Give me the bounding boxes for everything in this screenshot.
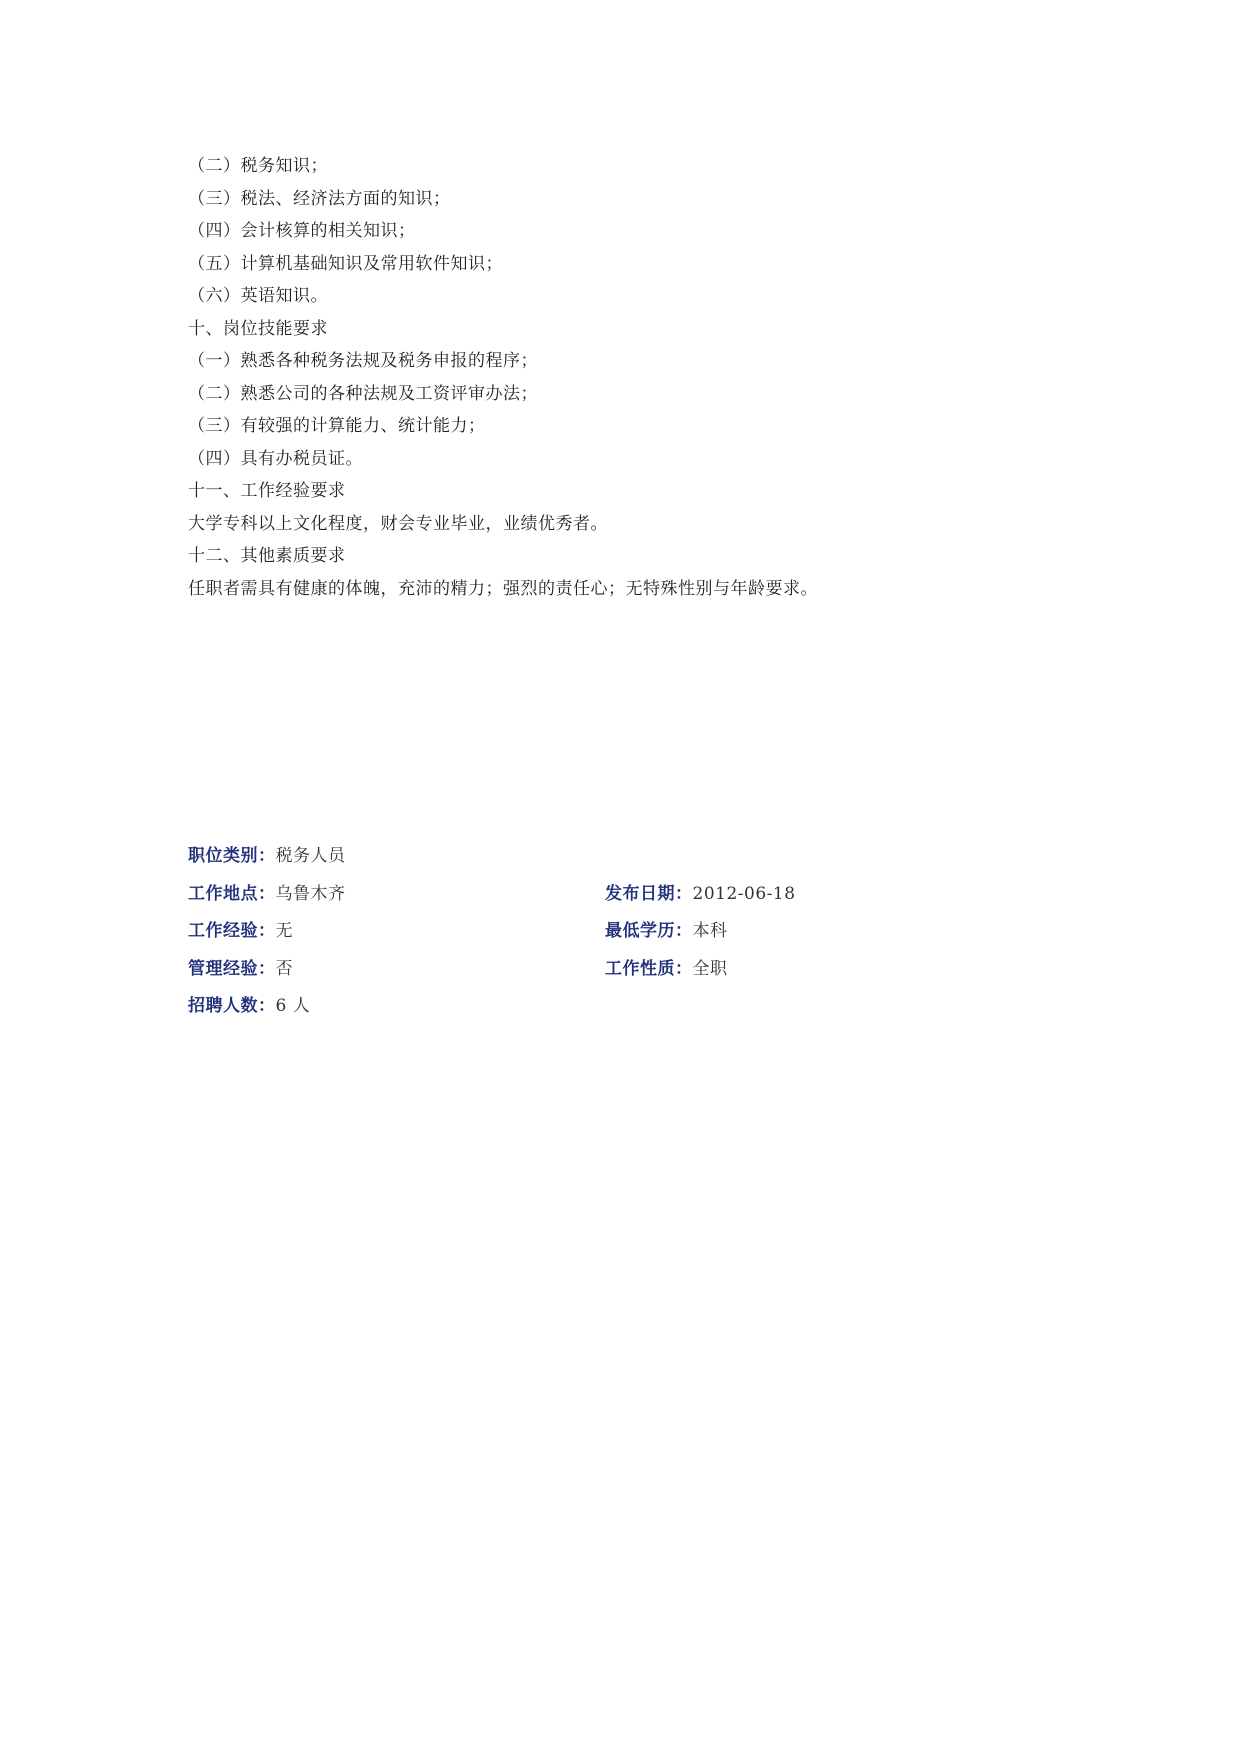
publish-date-value: 2012-06-18 <box>692 883 796 904</box>
min-education-field <box>605 913 728 951</box>
job-type-value: 全职 <box>692 958 728 979</box>
work-experience-field <box>188 913 293 951</box>
management-experience-field <box>188 951 293 989</box>
body-line: 任职者需具有健康的体魄，充沛的精力；强烈的责任心；无特殊性别与年龄要求。 <box>188 578 818 599</box>
body-line: （二）熟悉公司的各种法规及工资评审办法； <box>188 383 538 404</box>
section-heading: 十二、其他素质要求 <box>188 546 346 566</box>
body-line: （四）会计核算的相关知识； <box>188 221 416 241</box>
work-experience-value: 无 <box>275 921 293 941</box>
management-experience-label: 管理经验： <box>188 958 276 979</box>
job-category-label: 职位类别： <box>188 846 276 866</box>
headcount-label: 招聘人数： <box>188 996 276 1016</box>
work-location-value: 乌鲁木齐 <box>275 883 346 904</box>
publish-date-label: 发布日期： <box>605 883 693 904</box>
section-heading: 十一、工作经验要求 <box>188 481 346 501</box>
info-row <box>188 951 988 989</box>
job-type-label: 工作性质： <box>605 958 693 979</box>
document-body <box>188 150 1148 605</box>
body-line: 大学专科以上文化程度，财会专业毕业，业绩优秀者。 <box>188 513 608 534</box>
info-row <box>188 988 988 1026</box>
min-education-label: 最低学历： <box>605 921 693 941</box>
info-row <box>188 838 988 876</box>
job-type-field <box>605 951 728 989</box>
body-line: （四）具有办税员证。 <box>188 448 363 469</box>
body-line: （三）税法、经济法方面的知识； <box>188 188 451 209</box>
job-category-field <box>188 838 346 876</box>
headcount-value: 6 人 <box>275 996 311 1016</box>
info-row <box>188 913 988 951</box>
headcount-field <box>188 988 310 1026</box>
section-heading: 十、岗位技能要求 <box>188 318 328 339</box>
body-line: （二）税务知识； <box>188 156 328 176</box>
body-line: （三）有较强的计算能力、统计能力； <box>188 416 486 436</box>
job-category-value: 税务人员 <box>275 846 346 866</box>
body-line: （六）英语知识。 <box>188 286 328 306</box>
job-info-block <box>188 838 988 1026</box>
body-line: （一）熟悉各种税务法规及税务申报的程序； <box>188 351 538 371</box>
info-row <box>188 876 988 914</box>
work-experience-label: 工作经验： <box>188 921 276 941</box>
publish-date-field <box>605 876 796 914</box>
min-education-value: 本科 <box>692 921 728 941</box>
management-experience-value: 否 <box>275 958 293 979</box>
work-location-label: 工作地点： <box>188 883 276 904</box>
body-line: （五）计算机基础知识及常用软件知识； <box>188 253 503 274</box>
work-location-field <box>188 876 346 914</box>
